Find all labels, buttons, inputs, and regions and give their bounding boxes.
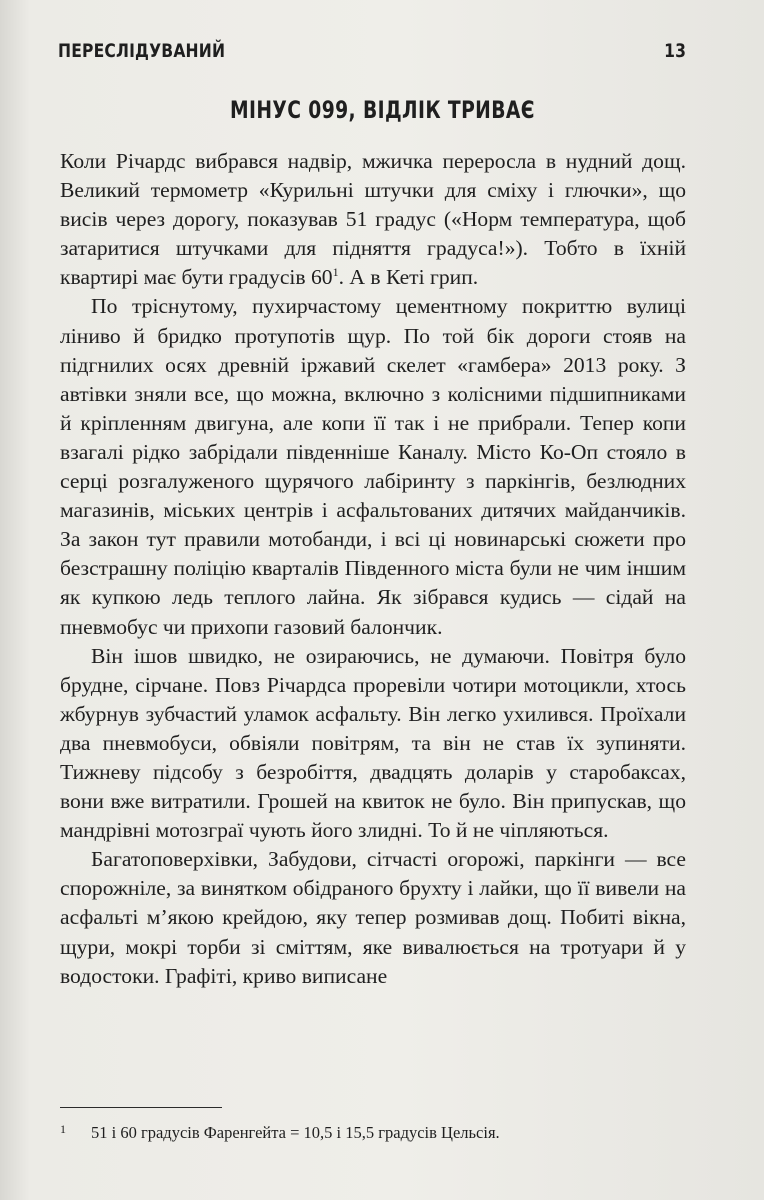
body-text (60, 147, 686, 991)
paragraph (60, 147, 686, 292)
paragraph: По тріснутому, пухирчастому цементному покриттю вулиці ліниво й бридко протупотів щур. По той бік дороги стояв на підгнилих осях древній іржавий скелет «гамбера» 2013 року. З автівки зняли все, що можна, включно з колісними підшипниками й кріпленням двигуна, але копи її так і не прибрали. Тепер копи взагалі рідко забрідали південніше Каналу. Місто Ко-Оп стояло в серці розгалуженого щурячого лабіринту з паркінгів, безлюдних магазинів, міських центрів і асфальтованих дитячих майданчиків. За закон тут правили мотобанди, і всі ці новинарські сюжети про безстрашну поліцію кварталів Південного міста були не чим іншим як купкою ледь теплого лайна. Як зібрався кудись — сідай на пневмобус чи прихопи газовий балончик. (60, 294, 686, 639)
footnote-mark: 1 (60, 1122, 66, 1136)
chapter-title (0, 96, 764, 124)
paragraph-text: . А в Кеті грип. (338, 265, 479, 290)
paragraph-text: Коли Річардс вибрався надвір, мжичка переросла в нудний дощ. Великий термометр «Курильні штучки для сміху і глючки», що висів через дорогу, показував 51 градус («Норм температура, щоб затаритися штучками для підняття градуса!»). Тобто в їхній квартирі має бути градусів 60 (60, 149, 686, 290)
running-title: ПЕРЕСЛІДУВАНИЙ (58, 40, 226, 62)
chapter-title-text: МІНУС 099, ВІДЛІК ТРИВАЄ (229, 96, 535, 124)
footnote-text: 51 і 60 градусів Фаренгейта = 10,5 і 15,5 градусів Цельсія. (91, 1123, 500, 1142)
paragraph: Багатоповерхівки, Забудови, сітчасті огорожі, паркінги — все спорожніле, за винятком обідраного брухту і лайки, що її вивели на асфальті м’якою крейдою, яку тепер розмивав дощ. Побиті вікна, щури, мокрі торби зі сміттям, яке вивалюється на тротуари й у водостоки. Графіті, криво виписане (60, 847, 686, 988)
footnote-reference: 1 (332, 265, 339, 280)
paragraph: Він ішов швидко, не озираючись, не думаючи. Повітря було брудне, сірчане. Повз Річардса проревіли чотири мотоцикли, хтось жбурнув зубчастий уламок асфальту. Він легко ухилився. Проїхали два пневмобуси, обвіяли повітрям, та він не став їх зупиняти. Тижневу підсобу з безробіття, двадцять доларів у старобаксах, вони вже витратили. Грошей на квиток не було. Він припускав, що мандрівні мотозграї чують його злидні. То й не чіпляються. (60, 643, 686, 843)
page-number: 13 (664, 40, 687, 62)
running-header (58, 40, 687, 70)
footnote-divider (60, 1107, 222, 1108)
footnote (60, 1118, 686, 1144)
